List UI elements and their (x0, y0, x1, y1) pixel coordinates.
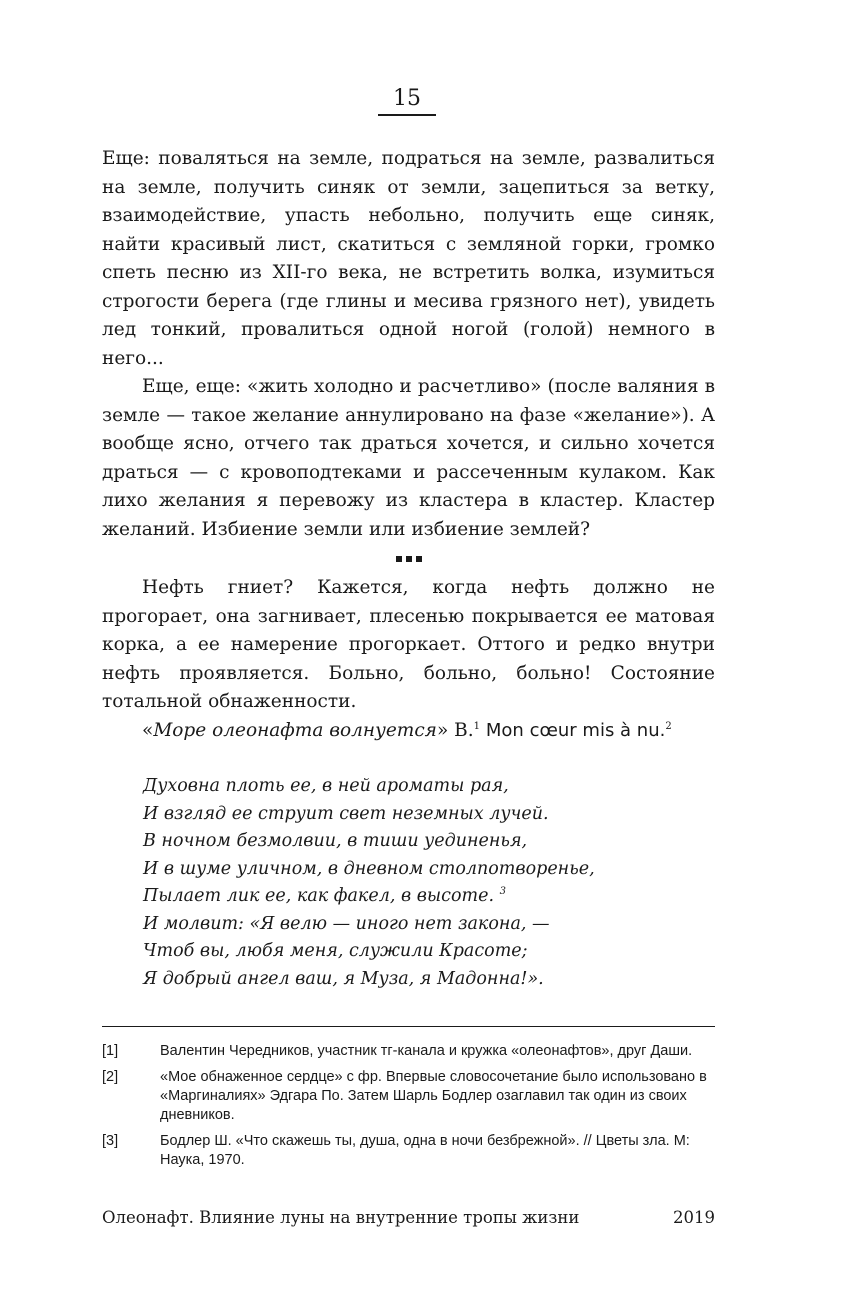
footnote-3 (102, 1132, 715, 1170)
page-number: 15 (378, 86, 436, 116)
paragraph-1: Еще: поваляться на земле, подраться на земле, развалиться на земле, получить синяк от земли, зацепиться за ветку, взаимодействие, упасть небольно, получить еще синяк, найти красивый лист, скатиться с земляной горки, громко спеть песню из XII-го века, не встретить волка, изумиться строгости берега (где глины и месива грязного нет), увидеть лед тонкий, провалиться одной ногой (голой) немного в него... (102, 148, 715, 369)
poem-line: И в шуме уличном, в дневном столпотворенье, (143, 858, 595, 879)
poem (102, 773, 715, 993)
section-separator (102, 548, 715, 568)
poem-line: Я добрый ангел ваш, я Муза, я Мадонна!». (143, 968, 544, 989)
footnote-ref-1[interactable]: 1 (473, 720, 480, 732)
footnote-number: [2] (102, 1069, 119, 1085)
quote-french: Mon cœur mis à nu. (485, 719, 666, 741)
quote-open: « (142, 719, 154, 741)
footnote-ref-2[interactable]: 2 (665, 720, 672, 732)
publication-year: 2019 (673, 1208, 715, 1227)
poem-line: Пылает лик ее, как факел, в высоте. (143, 886, 495, 906)
footnote-number: [3] (102, 1133, 119, 1149)
poem-line: Духовна плоть ее, в ней ароматы рая, (143, 776, 509, 796)
footnote-1 (102, 1042, 715, 1061)
poem-line: В ночном безмолвии, в тиши уединенья, (143, 831, 528, 851)
footnote-2 (102, 1068, 715, 1125)
footnote-text: Валентин Чередников, участник тг-канала и кружка «олеонафтов», друг Даши. (160, 1043, 693, 1059)
paragraph-2: Еще, еще: «жить холодно и расчетливо» (после валяния в земле — такое желание аннулировано на фазе «желание»). А вообще ясно, отчего так драться хочется, и сильно хочется драться — с кровоподтеками и рассеченным кулаком. Как лихо желания я перевожу из кластера в кластер. Кластер желаний. Избиение земли или избиение землей? (102, 376, 715, 540)
paragraph-3: Нефть гниет? Кажется, когда нефть должно не прогорает, она загнивает, плесенью покрывается ее матовая корка, а ее намерение прогоркает. Оттого и редко внутри нефть проявляется. Больно, больно, больно! Состояние тотальной обнаженности. (102, 577, 715, 712)
footnote-divider (102, 1026, 715, 1027)
quote-italic: Море олеонафта волнуется (153, 719, 437, 741)
poem-line: И молвит: «Я велю — иного нет закона, — (143, 913, 550, 934)
body-text (102, 145, 715, 993)
footnote-text: «Мое обнаженное сердце» с фр. Впервые словосочетание было использовано в «Маргиналиях» Эдгара По. Затем Шарль Бодлер озаглавил так один из своих дневников. (160, 1069, 707, 1123)
footnote-number: [1] (102, 1043, 119, 1059)
poem-line-with-ref (143, 883, 715, 911)
page-footer (102, 1207, 715, 1229)
book-title: Олеонафт. Влияние луны на внутренние тропы жизни (102, 1208, 580, 1227)
poem-line: И взгляд ее струит свет неземных лучей. (143, 803, 549, 824)
footnotes (102, 1042, 715, 1177)
poem-line: Чтоб вы, любя меня, служили Красоте; (143, 941, 528, 961)
quote-close: » В. (436, 719, 474, 741)
quote-line (102, 717, 715, 746)
footnote-text: Бодлер Ш. «Что скажешь ты, душа, одна в ночи безбрежной». // Цветы зла. М: Наука, 1970. (160, 1133, 690, 1168)
footnote-ref-3[interactable]: 3 (499, 886, 506, 898)
